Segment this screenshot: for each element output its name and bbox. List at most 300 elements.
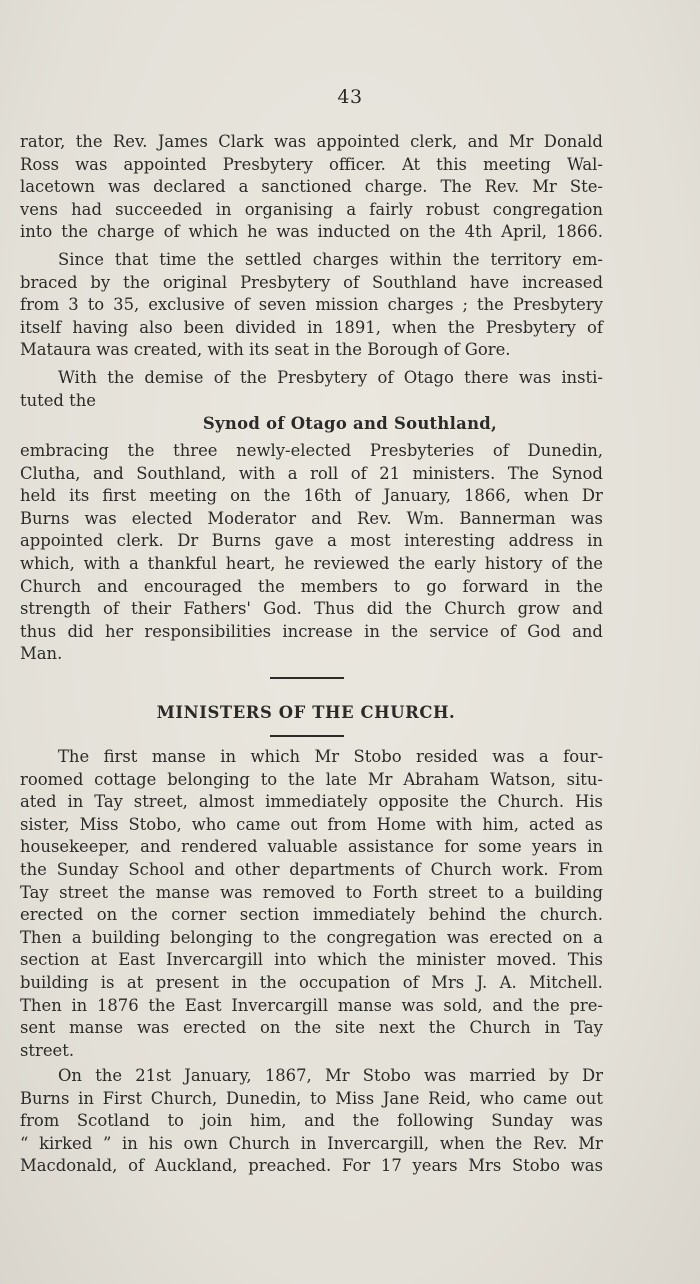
word: Sunday xyxy=(491,1111,554,1131)
word: of xyxy=(586,317,603,337)
word: almost xyxy=(198,792,255,812)
word: From xyxy=(558,859,603,879)
word: 4th xyxy=(464,222,493,242)
word: a xyxy=(593,927,603,947)
text-line xyxy=(20,485,603,508)
word: the xyxy=(123,272,150,292)
word: organising xyxy=(244,199,334,219)
word: of xyxy=(551,553,568,573)
word: as xyxy=(584,814,603,834)
word: Forth xyxy=(372,882,418,902)
text-line xyxy=(20,995,603,1018)
word: occupation xyxy=(299,972,391,992)
word: Mr xyxy=(367,769,393,789)
word: cottage xyxy=(94,769,157,789)
word: declared xyxy=(153,177,226,197)
word: Stobo, xyxy=(128,814,182,834)
word: Tay xyxy=(574,1018,603,1038)
word: 35, xyxy=(113,295,140,315)
word: of xyxy=(163,222,180,242)
word: in xyxy=(231,972,248,992)
word: James xyxy=(157,132,208,151)
word: God. xyxy=(263,599,302,619)
word: Invercargill, xyxy=(327,1133,430,1153)
word: 1866. xyxy=(556,222,603,242)
word: of xyxy=(233,295,250,315)
word: manse xyxy=(151,747,206,766)
word: Then xyxy=(20,995,62,1015)
word: belonging xyxy=(167,769,250,789)
word: em- xyxy=(572,250,603,269)
word: First xyxy=(102,1088,143,1108)
word: for xyxy=(444,837,468,857)
word: in xyxy=(122,1133,138,1153)
word: there xyxy=(464,368,509,387)
word: Presbytery xyxy=(485,317,576,337)
word: Moderator xyxy=(207,508,297,528)
word: settled xyxy=(245,250,302,269)
word: Ross xyxy=(20,154,60,174)
word: charge xyxy=(97,222,155,242)
word: “ xyxy=(20,1133,29,1153)
word: congregation xyxy=(492,199,603,219)
word: the xyxy=(259,972,287,992)
text-line xyxy=(20,272,603,295)
word: a xyxy=(327,531,337,551)
word: fairly xyxy=(369,199,413,219)
word: mission xyxy=(315,295,379,315)
word: go xyxy=(426,576,447,596)
word: of xyxy=(404,859,421,879)
word: inducted xyxy=(317,222,391,242)
word: of xyxy=(492,441,509,460)
word: of xyxy=(354,486,371,506)
word: congregation xyxy=(326,927,437,947)
word: out xyxy=(575,1088,603,1108)
word: him, xyxy=(249,1111,287,1131)
word: which, xyxy=(20,553,75,573)
word: A. xyxy=(499,972,517,992)
word: at xyxy=(90,950,108,970)
paragraph-marriage xyxy=(20,1065,603,1178)
word: Mrs xyxy=(431,972,465,992)
word: housekeeper, xyxy=(20,837,130,857)
word: the xyxy=(95,1066,123,1085)
word: charges xyxy=(312,250,379,269)
word: street xyxy=(59,882,108,902)
word: which xyxy=(250,747,301,766)
word: grow xyxy=(517,599,560,619)
word: in xyxy=(307,317,323,337)
word: Church xyxy=(228,1133,290,1153)
word: when xyxy=(524,486,569,506)
word: This xyxy=(567,950,603,970)
word: corner xyxy=(171,905,227,925)
word: in xyxy=(587,531,603,551)
word: who xyxy=(479,1088,515,1108)
word: Mrs xyxy=(468,1156,502,1176)
word: service xyxy=(429,621,489,641)
word: following xyxy=(396,1111,474,1131)
text-line xyxy=(20,791,603,814)
word: charge. xyxy=(364,177,428,197)
word: Jane xyxy=(382,1088,420,1108)
word: manse xyxy=(155,882,210,902)
word: was xyxy=(570,1156,603,1176)
word: the xyxy=(428,222,456,242)
word: Presbytery xyxy=(277,368,368,387)
word: other xyxy=(234,859,280,879)
word: from xyxy=(20,1111,60,1131)
text-line xyxy=(20,904,603,927)
word: robust xyxy=(425,199,480,219)
word: rendered xyxy=(181,837,258,857)
word: East xyxy=(184,995,222,1015)
word: a xyxy=(128,553,139,573)
word: the xyxy=(378,950,406,970)
text-line xyxy=(20,294,603,317)
word: by xyxy=(549,1066,569,1085)
text-line xyxy=(20,440,603,463)
word: Mr xyxy=(532,177,557,197)
word: roomed xyxy=(20,769,84,789)
word: itself xyxy=(20,317,62,337)
word: Synod xyxy=(551,463,603,483)
word: street, xyxy=(133,792,188,812)
word: sent xyxy=(20,1018,56,1038)
word: Bannerman xyxy=(459,508,556,528)
word: The xyxy=(507,463,540,483)
word: in xyxy=(300,1133,317,1153)
word: succeeded xyxy=(115,199,203,219)
word: was xyxy=(107,177,141,197)
word: Tay xyxy=(94,792,123,812)
word: his xyxy=(148,1133,173,1153)
word: came xyxy=(236,814,281,834)
word: Miss xyxy=(79,814,119,834)
word: the xyxy=(207,250,235,269)
word: newly-elected xyxy=(236,441,352,460)
word: January, xyxy=(184,1066,252,1085)
word: held xyxy=(20,486,56,506)
word: time xyxy=(159,250,197,269)
word: Dunedin, xyxy=(527,441,603,460)
word: ; xyxy=(462,295,469,315)
word: territory xyxy=(490,250,562,269)
word: which xyxy=(188,222,239,242)
word: 21 xyxy=(379,463,401,483)
text-line xyxy=(20,1088,603,1111)
word: ministers. xyxy=(412,463,496,483)
text-line xyxy=(20,1065,603,1088)
word: moved. xyxy=(496,950,557,970)
word: into xyxy=(20,222,53,242)
word: erected xyxy=(20,905,84,925)
word: when xyxy=(439,1133,485,1153)
word: a xyxy=(538,747,549,766)
word: on xyxy=(96,905,118,925)
word: Otago xyxy=(403,368,454,387)
page-number: 43 xyxy=(337,86,363,108)
word: Presbytery xyxy=(512,295,603,315)
word: of xyxy=(500,621,516,641)
text-line xyxy=(20,463,603,486)
word: and xyxy=(467,132,499,151)
word: valuable xyxy=(267,837,338,857)
word: the xyxy=(428,1018,456,1038)
word: with xyxy=(238,463,276,483)
text-line xyxy=(20,972,603,995)
word: Invercargill xyxy=(231,995,329,1015)
word: insti- xyxy=(561,368,603,387)
word: the xyxy=(127,441,155,460)
word: in xyxy=(220,747,237,766)
text-line xyxy=(20,221,603,244)
word: was xyxy=(570,1111,603,1131)
word: increase xyxy=(282,621,353,641)
text-line xyxy=(20,176,603,199)
word: lacetown xyxy=(20,177,95,197)
word: Church, xyxy=(150,1088,218,1108)
word: to xyxy=(87,295,105,315)
word: At xyxy=(401,154,421,174)
word: immediately xyxy=(265,792,368,812)
word: Scotland xyxy=(76,1111,150,1131)
word: 17 xyxy=(380,1156,402,1176)
word: 1867, xyxy=(264,1066,312,1085)
text-line xyxy=(20,367,603,390)
word: work. xyxy=(501,859,549,879)
word: 1891, xyxy=(334,317,381,337)
word: School xyxy=(128,859,185,879)
word: the xyxy=(405,599,432,619)
word: East xyxy=(118,950,155,970)
word: building xyxy=(91,927,161,947)
word: encouraged xyxy=(143,576,243,596)
word: was xyxy=(518,368,552,387)
word: Invercargill xyxy=(166,950,263,970)
word: was xyxy=(570,508,603,528)
word: into xyxy=(274,950,307,970)
word: own xyxy=(183,1133,218,1153)
word: the xyxy=(20,859,47,879)
text-line xyxy=(20,1017,603,1040)
word: years xyxy=(531,837,577,857)
text-line xyxy=(20,508,603,531)
word: next xyxy=(378,1018,415,1038)
word: Reid, xyxy=(428,1088,472,1108)
word: interesting xyxy=(404,531,496,551)
word: resided xyxy=(415,747,478,766)
word: Fathers' xyxy=(183,599,251,619)
word: reviewed xyxy=(313,553,390,573)
word: thus xyxy=(20,621,57,641)
word: charges xyxy=(387,295,454,315)
word: forward xyxy=(462,576,529,596)
word: was xyxy=(276,222,309,242)
word: he xyxy=(284,553,305,573)
word: officer. xyxy=(328,154,386,174)
word: the xyxy=(148,995,176,1015)
text-line xyxy=(20,836,603,859)
word: strength xyxy=(20,599,91,619)
word: and xyxy=(97,576,128,596)
word: meeting xyxy=(149,486,218,506)
word: most xyxy=(350,531,391,551)
word: the xyxy=(107,368,135,387)
word: a xyxy=(287,463,298,483)
word: April, xyxy=(501,222,548,242)
word: appointed xyxy=(123,154,207,174)
word: who xyxy=(191,814,227,834)
word: first xyxy=(102,486,137,506)
word: their xyxy=(131,599,172,619)
word: belonging xyxy=(170,927,253,947)
word: on xyxy=(562,927,583,947)
word: the xyxy=(452,250,480,269)
word: in xyxy=(544,1018,561,1038)
word: removed xyxy=(262,882,336,902)
text-line xyxy=(20,746,603,769)
word: Mr xyxy=(578,1133,603,1153)
word: manse xyxy=(337,995,392,1015)
word: by xyxy=(90,272,111,292)
word: meeting xyxy=(483,154,551,174)
word: the xyxy=(459,792,487,812)
word: was xyxy=(136,1018,170,1038)
word: the xyxy=(532,995,560,1015)
word: the xyxy=(495,1133,523,1153)
paragraph-synod-intro xyxy=(20,367,603,412)
word: members xyxy=(300,576,378,596)
text-line xyxy=(20,814,603,837)
word: Church xyxy=(444,599,506,619)
word: was xyxy=(84,508,117,528)
word: and xyxy=(92,463,124,483)
word: he xyxy=(247,222,268,242)
word: January, xyxy=(383,486,451,506)
word: from xyxy=(327,814,367,834)
text-line xyxy=(20,949,603,972)
word: demise xyxy=(144,368,204,387)
text-line xyxy=(20,553,603,576)
word: immediately xyxy=(312,905,416,925)
word: is xyxy=(100,972,115,992)
word: to xyxy=(393,576,411,596)
word: Wm. xyxy=(406,508,445,528)
word: four- xyxy=(563,747,603,766)
word: Rev. xyxy=(484,177,520,197)
word: and xyxy=(194,859,226,879)
word: history xyxy=(484,553,543,573)
word: Macdonald, xyxy=(20,1156,118,1176)
word: of xyxy=(213,368,230,387)
word: and xyxy=(304,1111,335,1131)
word: pre- xyxy=(569,995,603,1015)
paragraph-first-manse xyxy=(20,746,603,1062)
word: vens xyxy=(20,199,58,219)
word: was xyxy=(220,882,253,902)
paragraph-settled-charges xyxy=(20,249,603,362)
word: a xyxy=(71,927,82,947)
text-line xyxy=(20,199,603,222)
word: erected xyxy=(183,1018,247,1038)
word: of xyxy=(128,1156,145,1176)
word: a xyxy=(346,199,357,219)
word: Stobo xyxy=(353,747,402,766)
word: have xyxy=(469,272,510,292)
word: Dunedin, xyxy=(225,1088,302,1108)
word: ” xyxy=(102,1133,112,1153)
word: Rev. xyxy=(532,1133,568,1153)
word: For xyxy=(341,1156,371,1176)
word: clerk, xyxy=(410,132,458,151)
word: Presbytery xyxy=(240,272,331,292)
word: the xyxy=(263,486,291,506)
word: late xyxy=(325,769,357,789)
word: in xyxy=(67,792,84,812)
word: thankful xyxy=(147,553,217,573)
word: 1866, xyxy=(464,486,511,506)
word: Thus xyxy=(314,599,355,619)
word: married xyxy=(469,1066,536,1085)
word: the xyxy=(130,905,158,925)
word: section xyxy=(20,950,80,970)
word: Since xyxy=(58,250,104,269)
word: assistance xyxy=(347,837,434,857)
word: that xyxy=(114,250,149,269)
word: the xyxy=(477,295,504,315)
word: Dr xyxy=(581,1066,603,1085)
word: did xyxy=(366,599,393,619)
word: Ste- xyxy=(569,177,603,197)
word: 16th xyxy=(303,486,342,506)
text-line xyxy=(20,1133,603,1156)
word: divided xyxy=(235,317,297,337)
word: in xyxy=(78,1088,94,1108)
word: the xyxy=(294,1018,322,1038)
word: from xyxy=(20,295,60,315)
text-line xyxy=(20,1110,603,1133)
word: On xyxy=(58,1066,82,1085)
word: preached. xyxy=(248,1156,332,1176)
word: of xyxy=(402,972,419,992)
word: of xyxy=(102,599,119,619)
word: the xyxy=(289,927,317,947)
word: street xyxy=(428,882,478,902)
word: The xyxy=(58,747,90,766)
word: 3 xyxy=(68,295,79,315)
word: of xyxy=(350,463,367,483)
word: the xyxy=(352,1111,380,1131)
word: the xyxy=(61,222,89,242)
word: roll xyxy=(310,463,339,483)
word: in xyxy=(544,576,561,596)
word: Southland, xyxy=(136,463,227,483)
text-line: tuted the xyxy=(20,390,96,410)
word: J. xyxy=(476,972,488,992)
word: which xyxy=(317,950,368,970)
word: of xyxy=(377,368,394,387)
word: Mitchell. xyxy=(529,972,603,992)
word: Wal- xyxy=(566,154,603,174)
word: early xyxy=(434,553,476,573)
text-line xyxy=(20,131,603,154)
word: exclusive xyxy=(148,295,225,315)
word: the xyxy=(257,576,285,596)
word: on xyxy=(260,1018,281,1038)
word: Presbyteries xyxy=(369,441,475,460)
